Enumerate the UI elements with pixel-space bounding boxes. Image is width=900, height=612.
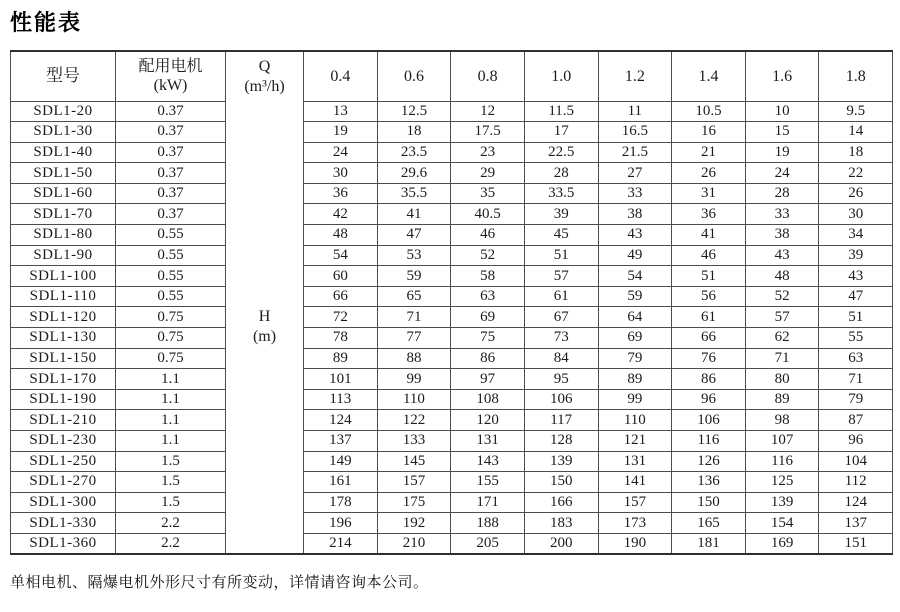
head-value-cell: 98	[745, 410, 819, 431]
motor-power-cell: 0.37	[116, 122, 226, 143]
head-value-cell: 16	[672, 122, 746, 143]
head-value-cell: 166	[524, 492, 598, 513]
head-value-cell: 149	[304, 451, 378, 472]
head-value-cell: 43	[598, 225, 672, 246]
model-cell: SDL1-70	[11, 204, 116, 225]
model-cell: SDL1-90	[11, 245, 116, 266]
motor-power-cell: 1.1	[116, 389, 226, 410]
head-value-cell: 101	[304, 369, 378, 390]
head-value-cell: 106	[524, 389, 598, 410]
head-value-cell: 112	[819, 472, 893, 493]
head-value-cell: 57	[745, 307, 819, 328]
head-value-cell: 150	[672, 492, 746, 513]
table-row	[11, 163, 893, 184]
head-value-cell: 155	[451, 472, 525, 493]
table-row	[11, 451, 893, 472]
head-value-cell: 89	[598, 369, 672, 390]
head-value-cell: 33	[598, 183, 672, 204]
footer-note: 单相电机、隔爆电机外形尺寸有所变动，详情请咨询本公司。	[10, 574, 429, 591]
head-value-cell: 190	[598, 533, 672, 554]
table-row	[11, 492, 893, 513]
head-value-cell: 15	[745, 122, 819, 143]
table-row	[11, 389, 893, 410]
table-row	[11, 183, 893, 204]
head-value-cell: 76	[672, 348, 746, 369]
motor-header-line1: 配用电机	[138, 58, 203, 76]
motor-power-cell: 0.55	[116, 266, 226, 287]
head-value-cell: 141	[598, 472, 672, 493]
table-row	[11, 122, 893, 143]
motor-power-cell: 0.37	[116, 101, 226, 122]
head-value-cell: 28	[524, 163, 598, 184]
head-value-cell: 41	[377, 204, 451, 225]
head-value-cell: 106	[672, 410, 746, 431]
head-value-cell: 116	[672, 431, 746, 452]
col-header-flow-value: 0.8	[451, 51, 525, 101]
head-value-cell: 29.6	[377, 163, 451, 184]
head-value-cell: 192	[377, 513, 451, 534]
head-value-cell: 10	[745, 101, 819, 122]
head-value-cell: 131	[598, 451, 672, 472]
table-row	[11, 533, 893, 554]
head-value-cell: 67	[524, 307, 598, 328]
head-value-cell: 66	[304, 286, 378, 307]
head-value-cell: 107	[745, 431, 819, 452]
head-value-cell: 136	[672, 472, 746, 493]
model-cell: SDL1-30	[11, 122, 116, 143]
model-cell: SDL1-360	[11, 533, 116, 554]
head-value-cell: 62	[745, 328, 819, 349]
q-header-line1: Q	[258, 58, 271, 76]
head-value-cell: 45	[524, 225, 598, 246]
head-value-cell: 51	[672, 266, 746, 287]
col-header-flow-value: 1.6	[745, 51, 819, 101]
head-value-cell: 80	[745, 369, 819, 390]
head-value-cell: 139	[524, 451, 598, 472]
head-value-cell: 171	[451, 492, 525, 513]
head-value-cell: 11.5	[524, 101, 598, 122]
head-value-cell: 110	[377, 389, 451, 410]
head-value-cell: 38	[598, 204, 672, 225]
head-value-cell: 23	[451, 142, 525, 163]
model-cell: SDL1-120	[11, 307, 116, 328]
head-value-cell: 79	[598, 348, 672, 369]
head-value-cell: 48	[304, 225, 378, 246]
head-value-cell: 137	[304, 431, 378, 452]
model-cell: SDL1-100	[11, 266, 116, 287]
head-value-cell: 40.5	[451, 204, 525, 225]
head-value-cell: 131	[451, 431, 525, 452]
table-row	[11, 266, 893, 287]
head-value-cell: 27	[598, 163, 672, 184]
col-header-flow-value: 0.6	[377, 51, 451, 101]
head-value-cell: 79	[819, 389, 893, 410]
motor-header-line2: (kW)	[153, 77, 188, 95]
head-value-cell: 21	[672, 142, 746, 163]
head-value-cell: 12	[451, 101, 525, 122]
model-cell: SDL1-110	[11, 286, 116, 307]
motor-power-cell: 1.5	[116, 492, 226, 513]
head-value-cell: 151	[819, 533, 893, 554]
model-cell: SDL1-40	[11, 142, 116, 163]
head-value-cell: 113	[304, 389, 378, 410]
head-value-cell: 35	[451, 183, 525, 204]
model-cell: SDL1-250	[11, 451, 116, 472]
table-row	[11, 307, 893, 328]
head-value-cell: 34	[819, 225, 893, 246]
motor-power-cell: 1.5	[116, 472, 226, 493]
head-value-cell: 31	[672, 183, 746, 204]
head-value-cell: 26	[819, 183, 893, 204]
head-unit-cell	[226, 101, 304, 554]
model-cell: SDL1-50	[11, 163, 116, 184]
head-value-cell: 145	[377, 451, 451, 472]
head-value-cell: 178	[304, 492, 378, 513]
model-cell: SDL1-150	[11, 348, 116, 369]
motor-power-cell: 1.1	[116, 410, 226, 431]
head-value-cell: 16.5	[598, 122, 672, 143]
head-value-cell: 47	[377, 225, 451, 246]
head-value-cell: 54	[598, 266, 672, 287]
table-row	[11, 204, 893, 225]
head-value-cell: 12.5	[377, 101, 451, 122]
head-value-cell: 84	[524, 348, 598, 369]
model-cell: SDL1-20	[11, 101, 116, 122]
table-body	[11, 101, 893, 554]
model-cell: SDL1-190	[11, 389, 116, 410]
head-value-cell: 104	[819, 451, 893, 472]
head-value-cell: 175	[377, 492, 451, 513]
head-value-cell: 56	[672, 286, 746, 307]
head-value-cell: 43	[819, 266, 893, 287]
head-value-cell: 59	[377, 266, 451, 287]
head-value-cell: 51	[524, 245, 598, 266]
head-value-cell: 73	[524, 328, 598, 349]
head-value-cell: 126	[672, 451, 746, 472]
head-value-cell: 120	[451, 410, 525, 431]
head-value-cell: 30	[304, 163, 378, 184]
head-value-cell: 161	[304, 472, 378, 493]
head-value-cell: 154	[745, 513, 819, 534]
head-value-cell: 19	[745, 142, 819, 163]
head-value-cell: 33.5	[524, 183, 598, 204]
motor-power-cell: 0.37	[116, 142, 226, 163]
col-header-model: 型号	[11, 51, 116, 101]
head-value-cell: 60	[304, 266, 378, 287]
head-value-cell: 96	[672, 389, 746, 410]
head-value-cell: 143	[451, 451, 525, 472]
head-value-cell: 95	[524, 369, 598, 390]
head-value-cell: 71	[819, 369, 893, 390]
head-value-cell: 173	[598, 513, 672, 534]
head-value-cell: 89	[304, 348, 378, 369]
head-value-cell: 18	[819, 142, 893, 163]
head-value-cell: 69	[451, 307, 525, 328]
head-value-cell: 157	[598, 492, 672, 513]
head-value-cell: 22.5	[524, 142, 598, 163]
head-value-cell: 10.5	[672, 101, 746, 122]
head-value-cell: 200	[524, 533, 598, 554]
table-row	[11, 101, 893, 122]
head-value-cell: 58	[451, 266, 525, 287]
col-header-flow-value: 1.4	[672, 51, 746, 101]
head-value-cell: 46	[451, 225, 525, 246]
head-value-cell: 150	[524, 472, 598, 493]
head-value-cell: 61	[524, 286, 598, 307]
motor-power-cell: 0.55	[116, 286, 226, 307]
head-value-cell: 19	[304, 122, 378, 143]
head-value-cell: 78	[304, 328, 378, 349]
head-value-cell: 181	[672, 533, 746, 554]
model-cell: SDL1-80	[11, 225, 116, 246]
head-value-cell: 22	[819, 163, 893, 184]
head-value-cell: 52	[745, 286, 819, 307]
head-value-cell: 64	[598, 307, 672, 328]
table-row	[11, 286, 893, 307]
head-value-cell: 29	[451, 163, 525, 184]
model-cell: SDL1-210	[11, 410, 116, 431]
head-value-cell: 42	[304, 204, 378, 225]
table-row	[11, 245, 893, 266]
head-value-cell: 205	[451, 533, 525, 554]
head-value-cell: 99	[598, 389, 672, 410]
head-value-cell: 61	[672, 307, 746, 328]
head-value-cell: 139	[745, 492, 819, 513]
head-value-cell: 196	[304, 513, 378, 534]
model-cell: SDL1-230	[11, 431, 116, 452]
head-value-cell: 30	[819, 204, 893, 225]
header-row	[11, 51, 893, 101]
head-value-cell: 124	[819, 492, 893, 513]
head-value-cell: 48	[745, 266, 819, 287]
head-value-cell: 35.5	[377, 183, 451, 204]
table-row	[11, 225, 893, 246]
head-value-cell: 38	[745, 225, 819, 246]
motor-power-cell: 1.1	[116, 369, 226, 390]
motor-power-cell: 0.37	[116, 163, 226, 184]
head-value-cell: 137	[819, 513, 893, 534]
head-value-cell: 117	[524, 410, 598, 431]
head-value-cell: 39	[819, 245, 893, 266]
head-value-cell: 36	[672, 204, 746, 225]
head-value-cell: 86	[451, 348, 525, 369]
head-value-cell: 52	[451, 245, 525, 266]
head-value-cell: 75	[451, 328, 525, 349]
head-value-cell: 36	[304, 183, 378, 204]
head-value-cell: 43	[745, 245, 819, 266]
head-value-cell: 54	[304, 245, 378, 266]
head-value-cell: 89	[745, 389, 819, 410]
head-value-cell: 124	[304, 410, 378, 431]
head-value-cell: 128	[524, 431, 598, 452]
head-value-cell: 71	[377, 307, 451, 328]
head-value-cell: 86	[672, 369, 746, 390]
model-cell: SDL1-270	[11, 472, 116, 493]
head-value-cell: 66	[672, 328, 746, 349]
col-header-motor	[116, 51, 226, 101]
head-value-cell: 24	[745, 163, 819, 184]
motor-power-cell: 0.75	[116, 307, 226, 328]
page-title: 性能表	[10, 10, 83, 35]
q-header-line2: (m³/h)	[244, 77, 285, 95]
motor-power-cell: 0.75	[116, 328, 226, 349]
model-cell: SDL1-130	[11, 328, 116, 349]
head-value-cell: 96	[819, 431, 893, 452]
col-header-flow-value: 1.2	[598, 51, 672, 101]
head-value-cell: 17.5	[451, 122, 525, 143]
motor-power-cell: 0.55	[116, 225, 226, 246]
motor-power-cell: 0.75	[116, 348, 226, 369]
motor-power-cell: 2.2	[116, 533, 226, 554]
head-value-cell: 26	[672, 163, 746, 184]
head-value-cell: 169	[745, 533, 819, 554]
model-cell: SDL1-330	[11, 513, 116, 534]
head-value-cell: 51	[819, 307, 893, 328]
table-row	[11, 472, 893, 493]
head-value-cell: 116	[745, 451, 819, 472]
table-row	[11, 348, 893, 369]
head-value-cell: 108	[451, 389, 525, 410]
head-value-cell: 59	[598, 286, 672, 307]
head-value-cell: 23.5	[377, 142, 451, 163]
head-value-cell: 46	[672, 245, 746, 266]
h-label-line1: H	[258, 308, 271, 326]
head-value-cell: 57	[524, 266, 598, 287]
motor-power-cell: 2.2	[116, 513, 226, 534]
head-value-cell: 21.5	[598, 142, 672, 163]
head-value-cell: 122	[377, 410, 451, 431]
model-cell: SDL1-300	[11, 492, 116, 513]
head-value-cell: 71	[745, 348, 819, 369]
col-header-flow-q	[226, 51, 304, 101]
table-row	[11, 369, 893, 390]
head-value-cell: 77	[377, 328, 451, 349]
head-value-cell: 188	[451, 513, 525, 534]
performance-table	[10, 50, 893, 555]
head-value-cell: 183	[524, 513, 598, 534]
head-value-cell: 97	[451, 369, 525, 390]
head-value-cell: 41	[672, 225, 746, 246]
head-value-cell: 55	[819, 328, 893, 349]
head-value-cell: 69	[598, 328, 672, 349]
motor-power-cell: 1.5	[116, 451, 226, 472]
head-value-cell: 87	[819, 410, 893, 431]
head-value-cell: 13	[304, 101, 378, 122]
head-value-cell: 49	[598, 245, 672, 266]
head-value-cell: 210	[377, 533, 451, 554]
head-value-cell: 39	[524, 204, 598, 225]
motor-power-cell: 0.37	[116, 183, 226, 204]
col-header-flow-value: 1.0	[524, 51, 598, 101]
head-value-cell: 18	[377, 122, 451, 143]
motor-power-cell: 0.37	[116, 204, 226, 225]
head-value-cell: 121	[598, 431, 672, 452]
table-row	[11, 328, 893, 349]
head-value-cell: 125	[745, 472, 819, 493]
motor-power-cell: 0.55	[116, 245, 226, 266]
head-value-cell: 9.5	[819, 101, 893, 122]
head-value-cell: 33	[745, 204, 819, 225]
head-value-cell: 133	[377, 431, 451, 452]
head-value-cell: 11	[598, 101, 672, 122]
head-value-cell: 63	[819, 348, 893, 369]
head-value-cell: 214	[304, 533, 378, 554]
head-value-cell: 17	[524, 122, 598, 143]
head-value-cell: 28	[745, 183, 819, 204]
head-value-cell: 99	[377, 369, 451, 390]
head-value-cell: 24	[304, 142, 378, 163]
head-value-cell: 53	[377, 245, 451, 266]
head-value-cell: 165	[672, 513, 746, 534]
motor-power-cell: 1.1	[116, 431, 226, 452]
table-row	[11, 431, 893, 452]
model-cell: SDL1-60	[11, 183, 116, 204]
model-cell: SDL1-170	[11, 369, 116, 390]
h-label-line2: (m)	[252, 328, 277, 346]
table-row	[11, 410, 893, 431]
head-value-cell: 14	[819, 122, 893, 143]
head-value-cell: 65	[377, 286, 451, 307]
head-value-cell: 47	[819, 286, 893, 307]
col-header-flow-value: 1.8	[819, 51, 893, 101]
head-value-cell: 72	[304, 307, 378, 328]
head-value-cell: 157	[377, 472, 451, 493]
table-row	[11, 513, 893, 534]
table-row	[11, 142, 893, 163]
head-value-cell: 63	[451, 286, 525, 307]
head-value-cell: 88	[377, 348, 451, 369]
col-header-flow-value: 0.4	[304, 51, 378, 101]
head-value-cell: 110	[598, 410, 672, 431]
